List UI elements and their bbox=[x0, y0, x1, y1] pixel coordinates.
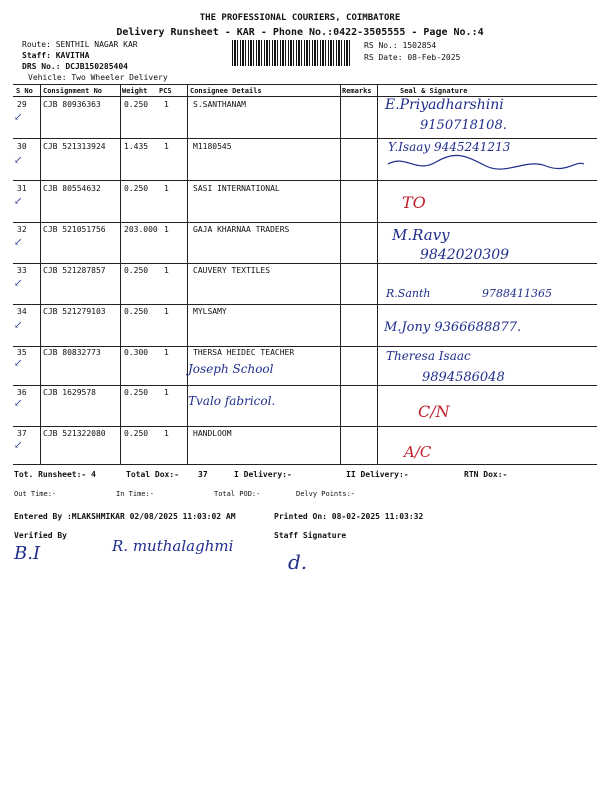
row-sno: 34 bbox=[17, 307, 27, 316]
row-sno: 29 bbox=[17, 100, 27, 109]
verifier-name-signature: R. muthalaghmi bbox=[112, 537, 234, 555]
row-divider bbox=[13, 304, 597, 305]
row-signature-name: M.Jony 9366688877. bbox=[384, 320, 522, 335]
total-dox-value: 37 bbox=[198, 470, 208, 479]
staff-signature-label: Staff Signature bbox=[274, 531, 347, 540]
row-weight: 0.250 bbox=[124, 100, 149, 109]
row-weight: 0.250 bbox=[124, 388, 149, 397]
row-pcs: 1 bbox=[164, 429, 169, 438]
row-consignment: CJB 80554632 bbox=[43, 184, 101, 193]
row-consignee: SASI INTERNATIONAL bbox=[193, 184, 280, 193]
row-pcs: 1 bbox=[164, 184, 169, 193]
row-consignee: HANDLOOM bbox=[193, 429, 232, 438]
row-divider bbox=[13, 385, 597, 386]
verified-by-label: Verified By bbox=[14, 531, 67, 540]
row-divider bbox=[13, 138, 597, 139]
tick-mark-icon: ↙ bbox=[14, 440, 23, 451]
row-pcs: 1 bbox=[164, 307, 169, 316]
row-weight: 1.435 bbox=[124, 142, 149, 151]
tick-mark-icon: ↙ bbox=[14, 155, 23, 166]
handwritten-note: Joseph School bbox=[188, 362, 274, 376]
tick-mark-icon: ↙ bbox=[14, 112, 23, 123]
row-weight: 0.250 bbox=[124, 429, 149, 438]
table-header-border bbox=[13, 96, 597, 97]
col-divider bbox=[377, 84, 378, 464]
tick-mark-icon: ↙ bbox=[14, 278, 23, 289]
row-pcs: 1 bbox=[164, 100, 169, 109]
in-time: In Time:- bbox=[116, 490, 154, 498]
row-consignment: CJB 80832773 bbox=[43, 348, 101, 357]
row-weight: 0.250 bbox=[124, 184, 149, 193]
row-signature-phone: 9150718108. bbox=[420, 118, 507, 133]
row-signature-name: M.Ravy bbox=[392, 226, 450, 244]
tick-mark-icon: ↙ bbox=[14, 237, 23, 248]
vehicle: Vehicle: Two Wheeler Delivery bbox=[28, 73, 168, 82]
printed-on: Printed On: 08-02-2025 11:03:32 bbox=[274, 512, 424, 521]
handwritten-mark: TO bbox=[402, 193, 426, 212]
ii-delivery: II Delivery:- bbox=[346, 470, 409, 479]
col-header-consignment: Consignment No bbox=[43, 87, 103, 95]
row-divider bbox=[13, 222, 597, 223]
delivery-points: Delvy Points:- bbox=[296, 490, 356, 498]
row-signature-name: E.Priyadharshini bbox=[385, 97, 504, 113]
col-header-pcs: PCS bbox=[159, 87, 172, 95]
tick-mark-icon: ↙ bbox=[14, 320, 23, 331]
row-consignee: S.SANTHANAM bbox=[193, 100, 246, 109]
staff: Staff: KAVITHA bbox=[22, 51, 90, 60]
i-delivery: I Delivery:- bbox=[234, 470, 292, 479]
row-pcs: 1 bbox=[164, 388, 169, 397]
row-consignee: MYLSAMY bbox=[193, 307, 227, 316]
route: Route: SENTHIL NAGAR KAR bbox=[22, 40, 138, 49]
total-dox-label: Total Dox:- bbox=[126, 470, 179, 479]
row-pcs: 1 bbox=[164, 225, 169, 234]
row-weight: 0.300 bbox=[124, 348, 149, 357]
col-header-consignee: Consignee Details bbox=[190, 87, 262, 95]
row-sno: 37 bbox=[17, 429, 27, 438]
row-consignment: CJB 521279103 bbox=[43, 307, 106, 316]
tick-mark-icon: ↙ bbox=[14, 358, 23, 369]
verified-signature: B.I bbox=[14, 543, 41, 564]
col-header-remarks: Remarks bbox=[342, 87, 372, 95]
barcode-image bbox=[232, 40, 350, 66]
row-signature-phone: 9894586048 bbox=[422, 370, 505, 385]
row-signature-name: Y.Isaay 9445241213 bbox=[388, 140, 511, 154]
col-header-weight: Weight bbox=[122, 87, 148, 95]
row-consignee: CAUVERY TEXTILES bbox=[193, 266, 271, 275]
tick-mark-icon: ↙ bbox=[14, 398, 23, 409]
runsheet-title: Delivery Runsheet - KAR - Phone No.:0422-3505555 - Page No.:4 bbox=[116, 27, 484, 38]
col-header-sno: S No bbox=[16, 87, 33, 95]
drs-number: DRS No.: DCJB150285404 bbox=[22, 62, 128, 71]
staff-signature: d. bbox=[288, 550, 308, 574]
row-sno: 35 bbox=[17, 348, 27, 357]
row-divider bbox=[13, 180, 597, 181]
row-weight: 0.250 bbox=[124, 307, 149, 316]
col-header-signature: Seal & Signature bbox=[400, 87, 468, 95]
row-signature-phone: 9788411365 bbox=[482, 287, 552, 300]
entered-by: Entered By :MLAKSHMIKAR 02/08/2025 11:03:02 AM bbox=[14, 512, 236, 521]
row-consignment: CJB 521287857 bbox=[43, 266, 106, 275]
row-signature-name: Theresa Isaac bbox=[386, 349, 471, 363]
row-pcs: 1 bbox=[164, 142, 169, 151]
handwritten-note: Tvalo fabricol. bbox=[188, 394, 276, 408]
row-divider bbox=[13, 263, 597, 264]
row-consignment: CJB 521322080 bbox=[43, 429, 106, 438]
row-weight: 203.000 bbox=[124, 225, 158, 234]
row-signature-name: C/N bbox=[418, 402, 450, 421]
col-divider bbox=[40, 84, 41, 464]
row-signature-name: R.Santh bbox=[386, 287, 431, 300]
signature-scribble-icon bbox=[386, 154, 586, 174]
total-pod: Total POD:- bbox=[214, 490, 261, 498]
row-consignment: CJB 1629578 bbox=[43, 388, 96, 397]
tick-mark-icon: ↙ bbox=[14, 196, 23, 207]
row-sno: 36 bbox=[17, 388, 27, 397]
row-signature-name: A/C bbox=[404, 443, 432, 461]
row-sno: 32 bbox=[17, 225, 27, 234]
row-consignment: CJB 80936363 bbox=[43, 100, 101, 109]
out-time: Out Time:- bbox=[14, 490, 57, 498]
row-consignee: M1180545 bbox=[193, 142, 232, 151]
row-sno: 31 bbox=[17, 184, 27, 193]
row-consignee: THERSA HEIDEC TEACHER bbox=[193, 348, 295, 357]
row-sno: 33 bbox=[17, 266, 27, 275]
row-pcs: 1 bbox=[164, 348, 169, 357]
row-signature-phone: 9842020309 bbox=[420, 247, 510, 263]
row-divider bbox=[13, 346, 597, 347]
row-divider bbox=[13, 426, 597, 427]
total-runsheet: Tot. Runsheet:- 4 bbox=[14, 470, 96, 479]
company-title: THE PROFESSIONAL COURIERS, COIMBATORE bbox=[199, 13, 401, 23]
rs-date: RS Date: 08-Feb-2025 bbox=[364, 53, 461, 62]
col-divider bbox=[340, 84, 341, 464]
table-bottom-border bbox=[13, 464, 597, 465]
row-consignment: CJB 521051756 bbox=[43, 225, 106, 234]
row-pcs: 1 bbox=[164, 266, 169, 275]
rtn-dox: RTN Dox:- bbox=[464, 470, 508, 479]
row-consignment: CJB 521313924 bbox=[43, 142, 106, 151]
col-divider bbox=[120, 84, 121, 464]
row-sno: 30 bbox=[17, 142, 27, 151]
rs-number: RS No.: 1502854 bbox=[364, 41, 437, 50]
row-consignee: GAJA KHARNAA TRADERS bbox=[193, 225, 290, 234]
table-top-border bbox=[13, 84, 597, 85]
row-weight: 0.250 bbox=[124, 266, 149, 275]
